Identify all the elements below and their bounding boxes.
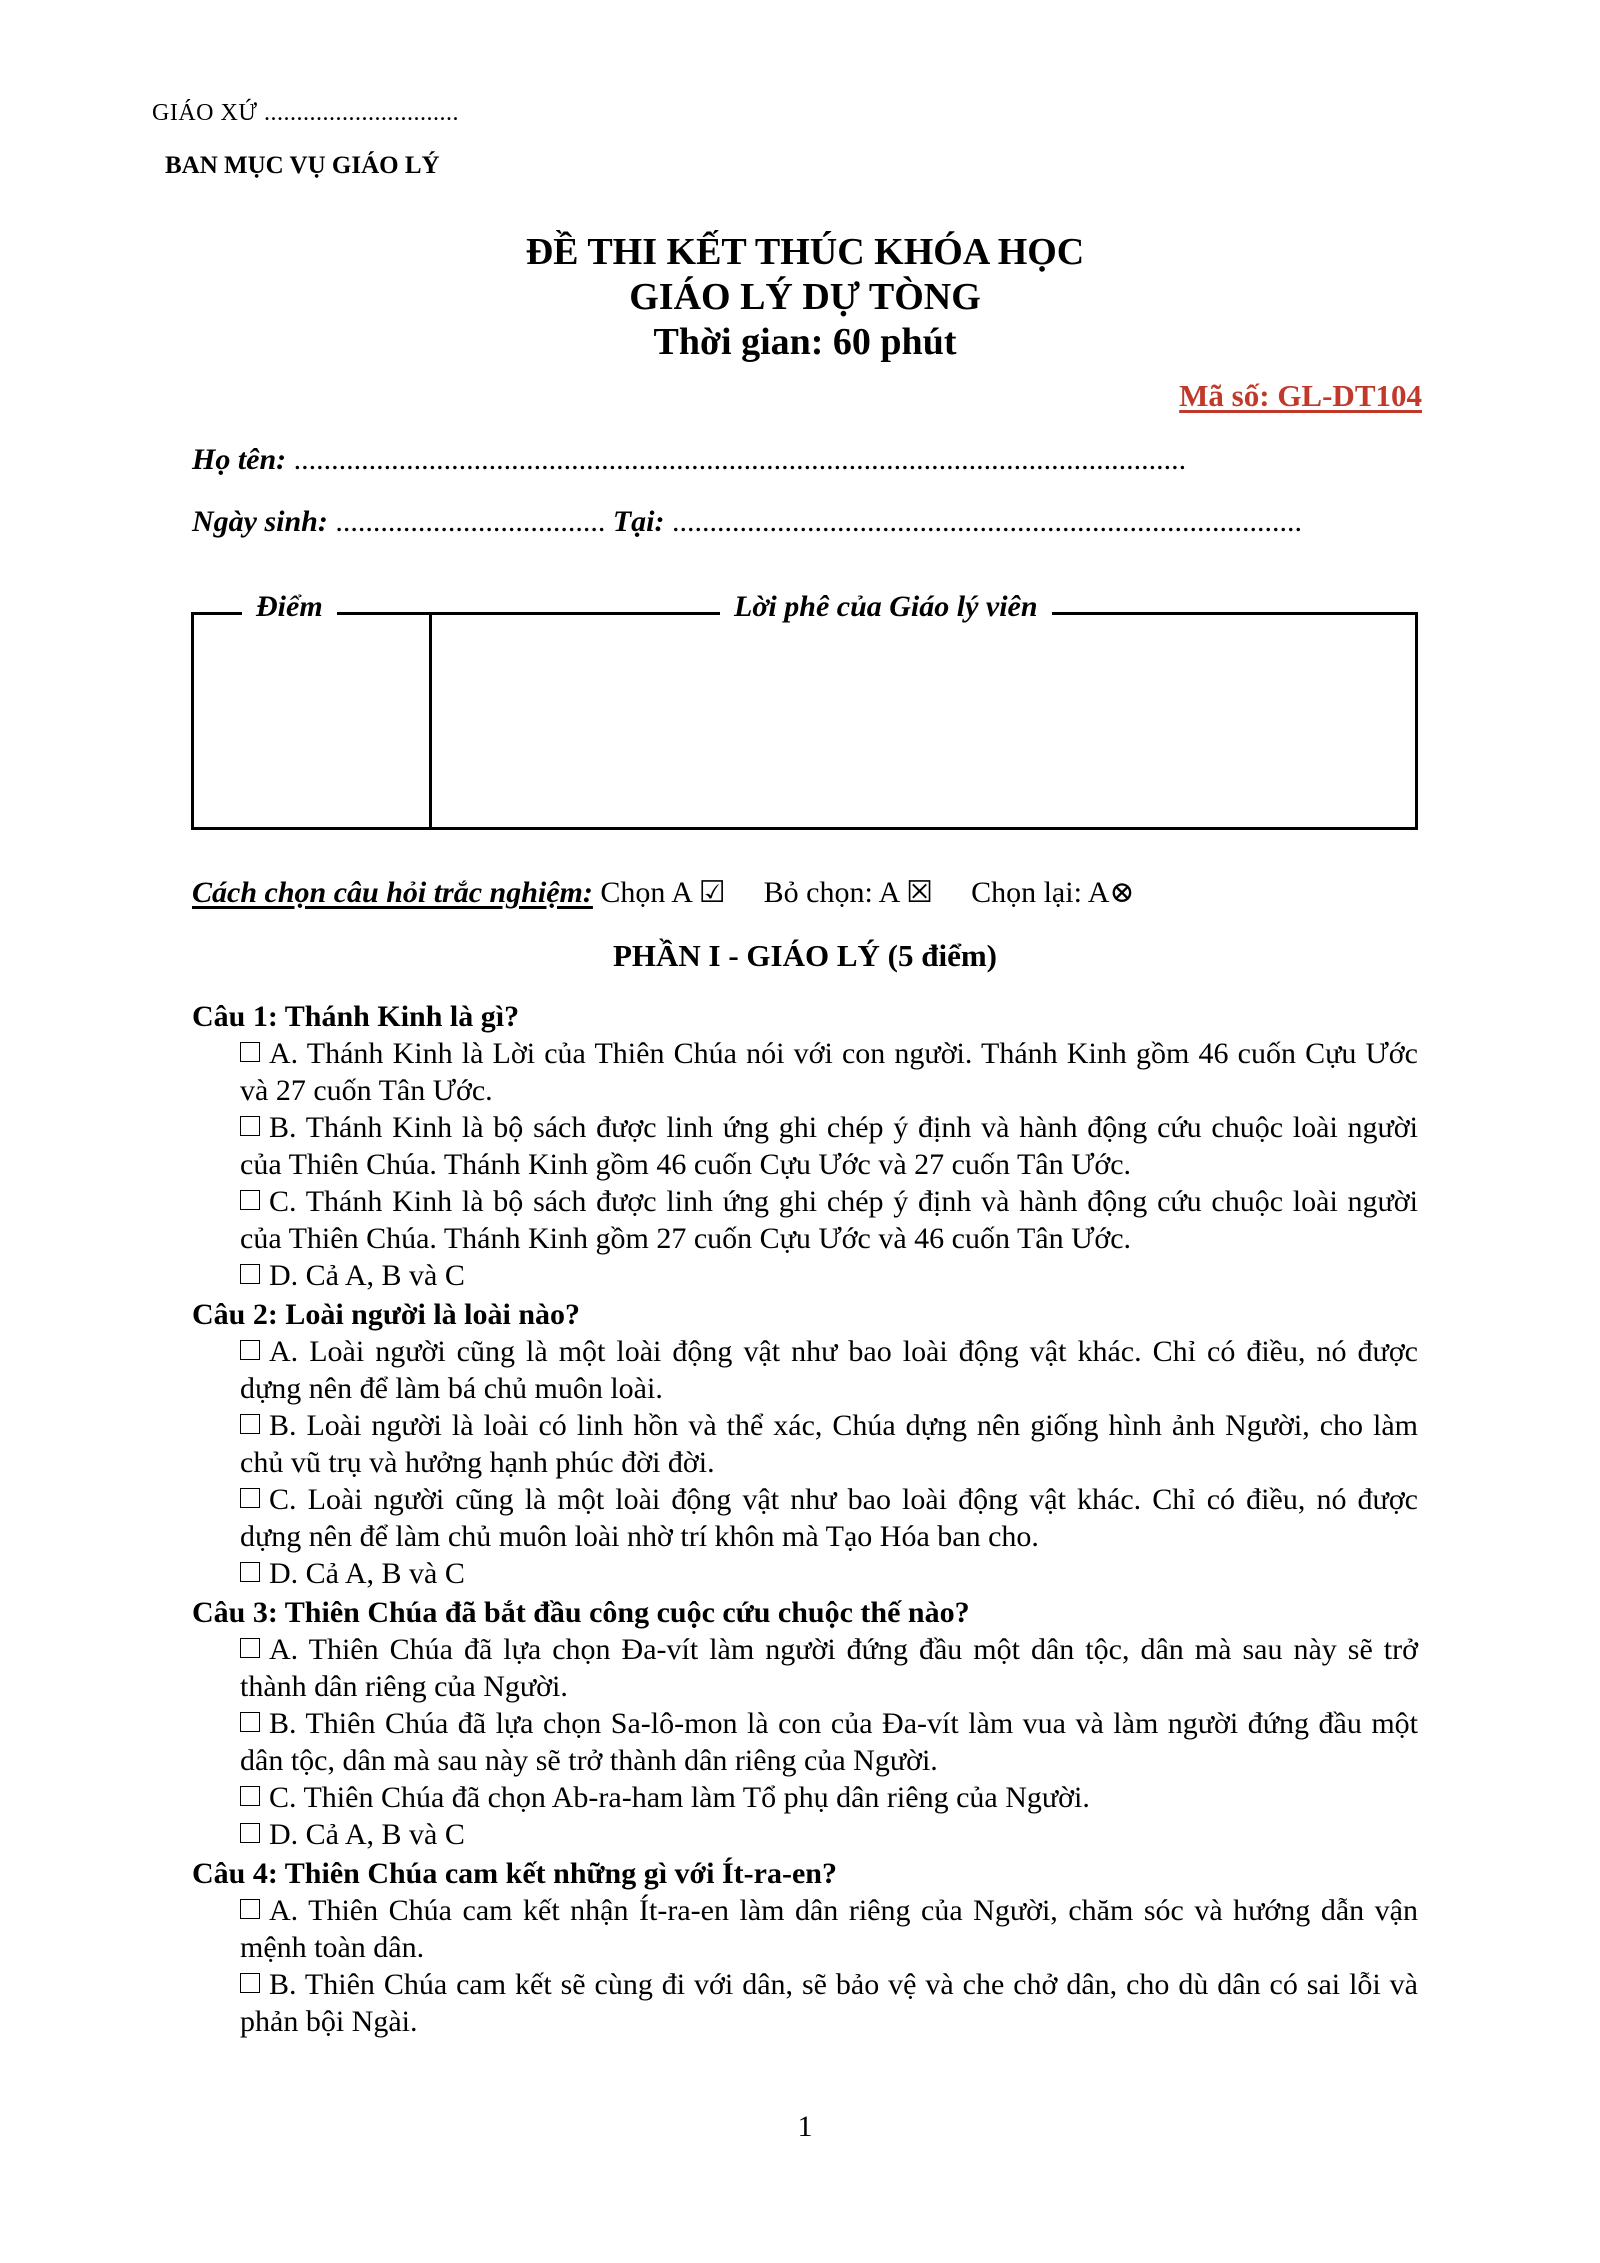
exam-duration: Thời gian: 60 phút [653, 321, 957, 363]
option-text: D. Cả A, B và C [269, 1259, 465, 1292]
committee-line: BAN MỤC VỤ GIÁO LÝ [165, 152, 440, 179]
answer-option[interactable] [240, 1816, 1418, 1853]
answer-option[interactable] [240, 1035, 1418, 1109]
name-field[interactable] [192, 443, 1186, 477]
option-text: C. Thánh Kinh là bộ sách được linh ứng ghi chép ý định và hành động cứu chuộc loài người của Thiên Chúa. Thánh Kinh gồm 27 cuốn Cựu Ước và 46 cuốn Tân Ước. [240, 1185, 1418, 1255]
checkbox[interactable] [240, 1340, 260, 1360]
option-text: A. Thiên Chúa đã lựa chọn Đa-vít làm người đứng đầu một dân tộc, dân mà sau này sẽ trở thành dân riêng của Người. [240, 1633, 1418, 1703]
option-text: D. Cả A, B và C [269, 1818, 465, 1851]
checkbox[interactable] [240, 1264, 260, 1284]
checkbox[interactable] [240, 1823, 260, 1843]
part-title: PHẦN I - GIÁO LÝ (5 điểm) [612, 938, 998, 973]
page-number: 1 [797, 2110, 813, 2143]
option-text: B. Thánh Kinh là bộ sách được linh ứng ghi chép ý định và hành động cứu chuộc loài người của Thiên Chúa. Thánh Kinh gồm 46 cuốn Cựu Ước và 27 cuốn Tân Ước. [240, 1111, 1418, 1181]
option-text: B. Loài người là loài có linh hồn và thể xác, Chúa dựng nên giống hình ảnh Người, cho làm chủ vũ trụ và hưởng hạnh phúc đời đời. [240, 1409, 1418, 1479]
answer-option[interactable] [240, 1257, 1418, 1294]
exam-title-line2: GIÁO LÝ DỰ TÒNG [629, 276, 981, 318]
exam-title-line1: ĐỀ THI KẾT THÚC KHÓA HỌC [525, 231, 1085, 273]
grade-box-divider [429, 612, 432, 830]
option-text: A. Thiên Chúa cam kết nhận Ít-ra-en làm dân riêng của Người, chăm sóc và hướng dẫn vận mệnh toàn dân. [240, 1894, 1418, 1964]
option-text: B. Thiên Chúa cam kết sẽ cùng đi với dân, sẽ bảo vệ và che chở dân, cho dù dân có sai lỗi và phản bội Ngài. [240, 1968, 1418, 2038]
option-text: A. Thánh Kinh là Lời của Thiên Chúa nói với con người. Thánh Kinh gồm 46 cuốn Cựu Ước và 27 cuốn Tân Ước. [240, 1037, 1418, 1107]
answer-option[interactable] [240, 1631, 1418, 1705]
checkbox[interactable] [240, 1712, 260, 1732]
answer-option[interactable] [240, 1966, 1418, 2040]
checkbox[interactable] [240, 1042, 260, 1062]
dob-label: Ngày sinh: [192, 505, 328, 538]
checkbox[interactable] [240, 1786, 260, 1806]
grade-box [191, 612, 1418, 830]
checkbox[interactable] [240, 1116, 260, 1136]
instructions-lead: Cách chọn câu hỏi trắc nghiệm: [192, 876, 593, 909]
question-title: Câu 1: Thánh Kinh là gì? [192, 1000, 520, 1033]
answer-option[interactable] [240, 1892, 1418, 1966]
answer-option[interactable] [240, 1705, 1418, 1779]
checkbox[interactable] [240, 1562, 260, 1582]
question-title: Câu 4: Thiên Chúa cam kết những gì với Ít-ra-en? [192, 1857, 837, 1890]
checkbox[interactable] [240, 1899, 260, 1919]
instruction-choose: Chọn A ☑ [592, 876, 726, 909]
name-label: Họ tên: [192, 443, 287, 476]
option-text: D. Cả A, B và C [269, 1557, 465, 1590]
answer-option[interactable] [240, 1555, 1418, 1592]
exam-code: Mã số: GL-DT104 [1179, 378, 1422, 413]
option-text: A. Loài người cũng là một loài động vật như bao loài động vật khác. Chỉ có điều, nó được dựng nên để làm bá chủ muôn loài. [240, 1335, 1418, 1405]
teacher-comment-label: Lời phê của Giáo lý viên [720, 590, 1052, 624]
instruction-unchoose: Bỏ chọn: A ☒ [763, 876, 934, 909]
checkbox[interactable] [240, 1638, 260, 1658]
answer-option[interactable] [240, 1481, 1418, 1555]
option-text: B. Thiên Chúa đã lựa chọn Sa-lô-mon là con của Đa-vít làm vua và làm người đứng đầu một dân tộc, dân mà sau này sẽ trở thành dân riêng của Người. [240, 1707, 1418, 1777]
dob-field[interactable] [192, 505, 1302, 539]
question-title: Câu 3: Thiên Chúa đã bắt đầu công cuộc cứu chuộc thế nào? [192, 1596, 970, 1629]
answer-option[interactable] [240, 1109, 1418, 1183]
answer-option[interactable] [240, 1333, 1418, 1407]
question-title: Câu 2: Loài người là loài nào? [192, 1298, 581, 1331]
answer-instructions [192, 875, 1135, 910]
answer-option[interactable] [240, 1183, 1418, 1257]
checkbox[interactable] [240, 1190, 260, 1210]
name-dots: ....................................................................................................................... [286, 443, 1187, 476]
option-text: C. Loài người cũng là một loài động vật như bao loài động vật khác. Chỉ có điều, nó được dựng nên để làm chủ muôn loài nhờ trí khôn mà Tạo Hóa ban cho. [240, 1483, 1418, 1553]
checkbox[interactable] [240, 1488, 260, 1508]
checkbox[interactable] [240, 1414, 260, 1434]
place-dots: .................................................................................... [664, 505, 1303, 538]
answer-option[interactable] [240, 1779, 1418, 1816]
answer-option[interactable] [240, 1407, 1418, 1481]
instruction-rechoose: Chọn lại: A⊗ [971, 876, 1135, 909]
option-text: C. Thiên Chúa đã chọn Ab-ra-ham làm Tổ phụ dân riêng của Người. [269, 1781, 1090, 1814]
dob-dots: .................................... [327, 505, 613, 538]
score-label: Điểm [242, 590, 337, 624]
checkbox[interactable] [240, 1973, 260, 1993]
parish-line: GIÁO XỨ .............................. [152, 100, 459, 126]
place-label: Tại: [612, 505, 665, 538]
